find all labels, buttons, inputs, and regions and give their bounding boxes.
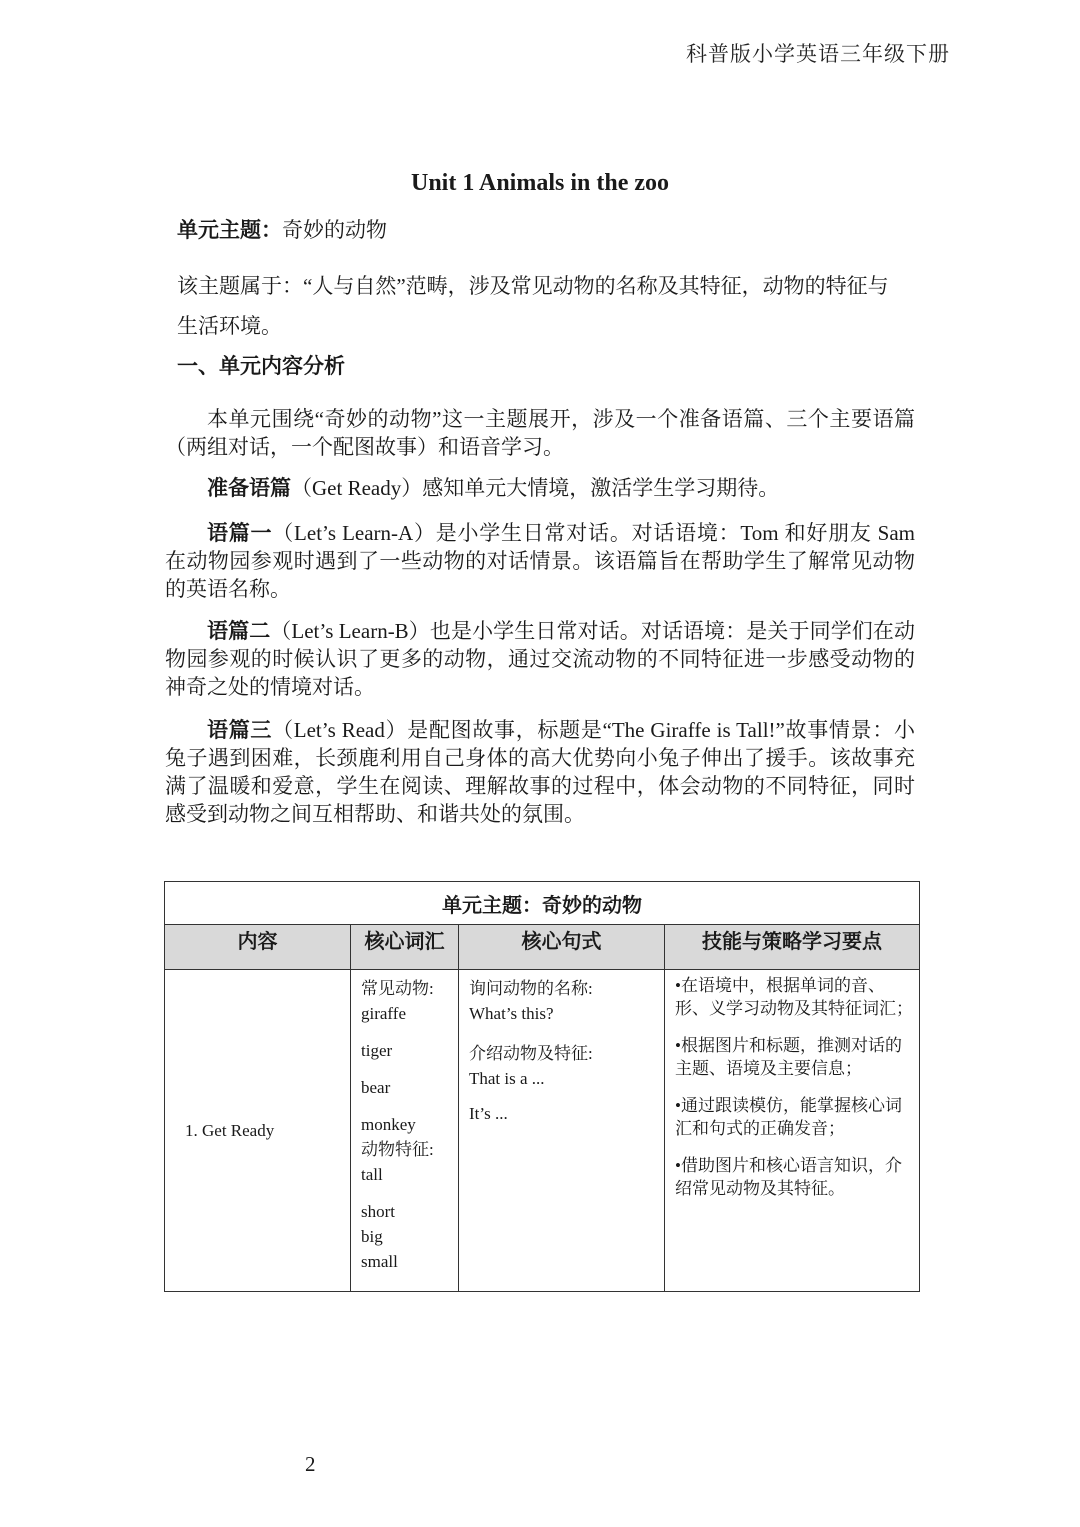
vocab-word: big: [361, 1227, 383, 1246]
passage-1-text: （Let’s Learn-A）是小学生日常对话。对话语境：Tom 和好朋友 Sam 在动物园参观时遇到了一些动物的对话情景。该语篇旨在帮助学生了解常见动物的英语名称。: [165, 521, 916, 601]
sentence-label-introduce: 介绍动物及特征:: [469, 1044, 593, 1063]
vocab-cell: [351, 970, 459, 1292]
header-core-sentences: 核心句式: [459, 925, 665, 970]
vocab-word: tiger: [361, 1041, 393, 1060]
unit-title: Unit 1 Animals in the zoo: [410, 170, 670, 196]
category-line-1: 该主题属于：“人与自然”范畴，涉及常见动物的名称及其特征，动物的特征与: [177, 274, 889, 298]
ready-text: （Get Ready）感知单元大情境，激活学生学习期待。: [291, 476, 780, 500]
sentence: What’s this?: [469, 1004, 554, 1023]
passage-2-label: 语篇二: [207, 619, 271, 643]
vocab-word: small: [361, 1252, 398, 1271]
passage-3-label: 语篇三: [207, 718, 273, 742]
ready-paragraph: [165, 474, 915, 502]
header-core-vocab: 核心词汇: [351, 925, 459, 970]
vocab-word: bear: [361, 1078, 391, 1097]
passage-3-text: （Let’s Read）是配图故事，标题是“The Giraffe is Tall!”故事情景：小兔子遇到困难，长颈鹿利用自己身体的高大优势向小兔子伸出了援手。该故事充满了温暖和爱意，学生在阅读、理解故事的过程中，体会动物的不同特征，同时感受到动物之间互相帮助、和谐共处的氛围。: [165, 718, 916, 826]
passage-3-paragraph: [165, 716, 915, 828]
sentence: That is a ...: [469, 1069, 545, 1088]
table-row-content: 1. Get Ready: [165, 970, 351, 1292]
skill-point: •在语境中，根据单词的音、形、义学习动物及其特征词汇；: [675, 976, 913, 1018]
skill-point: •通过跟读模仿，能掌握核心词汇和句式的正确发音；: [675, 1096, 902, 1138]
skill-point: •根据图片和标题，推测对话的主题、语境及主要信息；: [675, 1036, 902, 1078]
unit-theme-label: 单元主题：: [177, 218, 282, 242]
unit-plan-table: [164, 881, 920, 1292]
vocab-word: short: [361, 1202, 395, 1221]
page-number: 2: [305, 1452, 316, 1476]
header-skills: 技能与策略学习要点: [665, 925, 920, 970]
skills-cell: [665, 970, 920, 1292]
category-line-2: 生活环境。: [177, 314, 282, 338]
passage-2-text: （Let’s Learn-B）也是小学生日常对话。对话语境：是关于同学们在动物园参观的时候认识了更多的动物，通过交流动物的不同特征进一步感受动物的神奇之处的情境对话。: [165, 619, 916, 699]
vocab-label-features: 动物特征:: [361, 1140, 434, 1159]
vocab-word: monkey: [361, 1115, 416, 1134]
table-caption: 单元主题：奇妙的动物: [165, 882, 920, 925]
sentence-label-ask: 询问动物的名称:: [469, 979, 593, 998]
section-heading: 一、单元内容分析: [177, 354, 345, 378]
sentences-cell: [459, 970, 665, 1292]
unit-theme: [177, 216, 387, 244]
vocab-word: giraffe: [361, 1004, 406, 1023]
skill-point: •借助图片和核心语言知识，介绍常见动物及其特征。: [675, 1156, 902, 1198]
intro-paragraph: 本单元围绕“奇妙的动物”这一主题展开，涉及一个准备语篇、三个主要语篇（两组对话，一个配图故事）和语音学习。: [165, 407, 915, 459]
vocab-label-animals: 常见动物:: [361, 979, 434, 998]
vocab-word: tall: [361, 1165, 383, 1184]
unit-theme-value: 奇妙的动物: [282, 218, 387, 242]
ready-label: 准备语篇: [207, 476, 291, 500]
header-content: 内容: [165, 925, 351, 970]
header-book-title: 科普版小学英语三年级下册: [686, 42, 950, 66]
passage-1-label: 语篇一: [207, 521, 273, 545]
passage-2-paragraph: [165, 617, 915, 701]
passage-1-paragraph: [165, 519, 915, 603]
sentence: It’s ...: [469, 1104, 508, 1123]
